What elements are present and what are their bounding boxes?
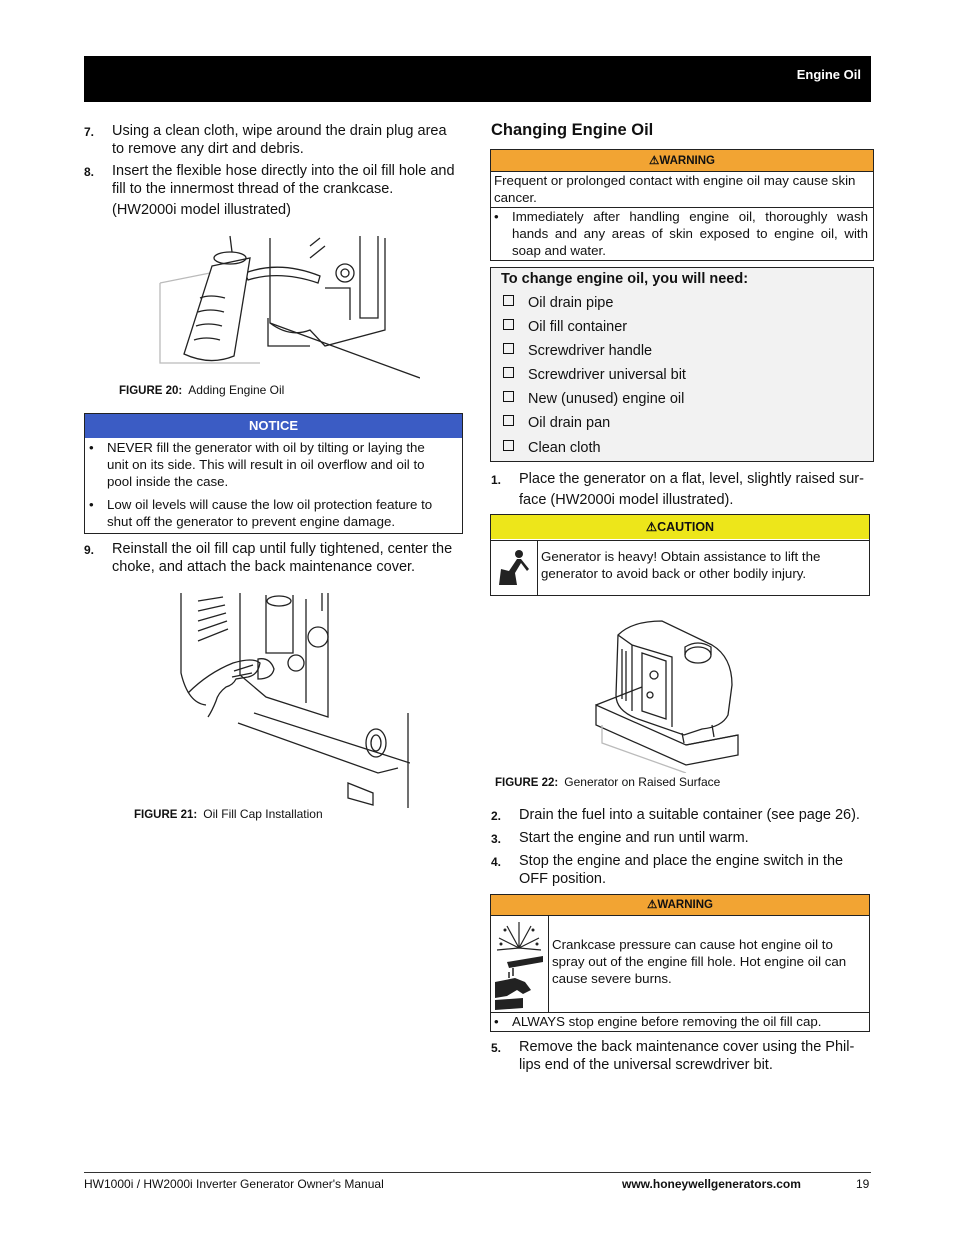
checkbox-icon [503, 343, 514, 354]
warning-box-2: ⚠WARNING Crankcase pressure can cause hot engine oil to spray out of the engine fill hole. Hot engine oil can cause severe burns. • ALWAYS stop engine before removing the oil fill cap. [490, 894, 870, 1032]
oil-spray-burn-icon [493, 918, 545, 1010]
caution-title: CAUTION [657, 520, 715, 534]
footer-manual-title: HW1000i / HW2000i Inverter Generator Owner's Manual [84, 1177, 384, 1191]
notice-title: NOTICE [85, 414, 462, 438]
checklist-item: Screwdriver universal bit [503, 367, 686, 383]
header-bar [84, 56, 871, 102]
checklist-item: Oil fill container [503, 319, 627, 335]
step-number: 2. [491, 809, 502, 823]
figure-22-illustration [592, 615, 742, 773]
warning-triangle-icon: ⚠ [645, 520, 658, 534]
step-text: Using a clean cloth, wipe around the drain plug area to remove any dirt and debris. [112, 123, 447, 157]
step-text: Drain the fuel into a suitable container (see page 26). [519, 807, 860, 823]
step-text: Insert the flexible hose directly into the oil fill hole and fill to the innermost thread of the crankcase. [112, 163, 455, 197]
step-number: 8. [84, 165, 95, 179]
step-number: 1. [491, 473, 502, 487]
page-number: 19 [856, 1177, 870, 1191]
warning-bar [491, 150, 873, 171]
warning-box: ⚠WARNING Frequent or prolonged contact with engine oil may cause skin cancer. • Immediately after handling engine oil, thoroughly wash hands and any areas of skin exposed to engine oil, with soap and water. [490, 149, 874, 261]
footer-url[interactable]: www.honeywellgenerators.com [622, 1177, 801, 1191]
caution-box [490, 514, 870, 596]
checklist-item: Oil drain pipe [503, 295, 613, 311]
checkbox-icon [503, 367, 514, 378]
figure-22-caption [495, 775, 720, 789]
checkbox-icon [503, 295, 514, 306]
step-8-note: (HW2000i model illustrated) [112, 202, 291, 218]
needs-title: To change engine oil, you will need: [501, 271, 749, 287]
step-text-line: face (HW2000i model illustrated). [519, 492, 734, 508]
step-number: 4. [491, 855, 502, 869]
figure-caption-text: Generator on Raised Surface [564, 775, 721, 789]
warning-title: WARNING [657, 899, 713, 911]
figure-label: FIGURE 20: [119, 385, 183, 397]
warning-text: Crankcase pressure can cause hot engine oil to spray out of the engine fill hole. Hot engine oil can cause severe burns. [552, 937, 847, 986]
figure-caption-text: Adding Engine Oil [188, 383, 285, 397]
checkbox-icon [503, 415, 514, 426]
step-text-line: lips end of the universal screwdriver bit. [519, 1057, 773, 1073]
warning-bar [491, 895, 869, 915]
section-heading: Changing Engine Oil [491, 121, 654, 139]
figure-21-illustration [178, 593, 410, 808]
warning-triangle-icon: ⚠ [649, 155, 660, 167]
step-text: Start the engine and run until warm. [519, 830, 749, 846]
checklist-item: New (unused) engine oil [503, 391, 684, 407]
step-number: 9. [84, 543, 95, 557]
heavy-lift-icon [495, 549, 531, 587]
footer-rule [84, 1172, 871, 1173]
step-text-line: Remove the back maintenance cover using the Phil- [519, 1039, 855, 1055]
step-number: 5. [491, 1041, 502, 1055]
warning-triangle-icon: ⚠ [647, 899, 658, 911]
caution-bar [491, 515, 869, 539]
step-number: 7. [84, 125, 95, 139]
checkbox-icon [503, 440, 514, 451]
warning-text: Frequent or prolonged contact with engine oil may cause skin cancer. [494, 173, 856, 205]
section-title: Engine Oil [796, 67, 861, 82]
step-text: Stop the engine and place the engine switch in the OFF position. [519, 853, 844, 887]
figure-caption-text: Oil Fill Cap Installation [203, 807, 323, 821]
figure-label: FIGURE 21: [134, 809, 198, 821]
warning-title: WARNING [659, 155, 715, 167]
needs-box [490, 267, 874, 462]
checklist-item: Oil drain pan [503, 415, 610, 431]
step-number: 3. [491, 832, 502, 846]
figure-label: FIGURE 22: [495, 777, 559, 789]
step-text-line: Place the generator on a flat, level, slightly raised sur- [519, 471, 864, 487]
step-text: Reinstall the oil fill cap until fully tightened, center the choke, and attach the back maintenance cover. [112, 541, 453, 575]
checkbox-icon [503, 391, 514, 402]
notice-box: NOTICE • NEVER fill the generator with oil by tilting or laying the unit on its side. This will result in oil overflow and oil to pool inside the case. • Low oil levels will cause the low oil protection feature to shut off the generator to prevent engine damage. [84, 413, 463, 534]
caution-text: Generator is heavy! Obtain assistance to lift the generator to avoid back or other bodily injury. [541, 549, 821, 581]
checklist-item: Clean cloth [503, 440, 601, 456]
figure-20-caption [119, 383, 284, 397]
checklist-item: Screwdriver handle [503, 343, 652, 359]
figure-21-caption [134, 807, 323, 821]
checkbox-icon [503, 319, 514, 330]
figure-20-illustration [150, 228, 420, 384]
